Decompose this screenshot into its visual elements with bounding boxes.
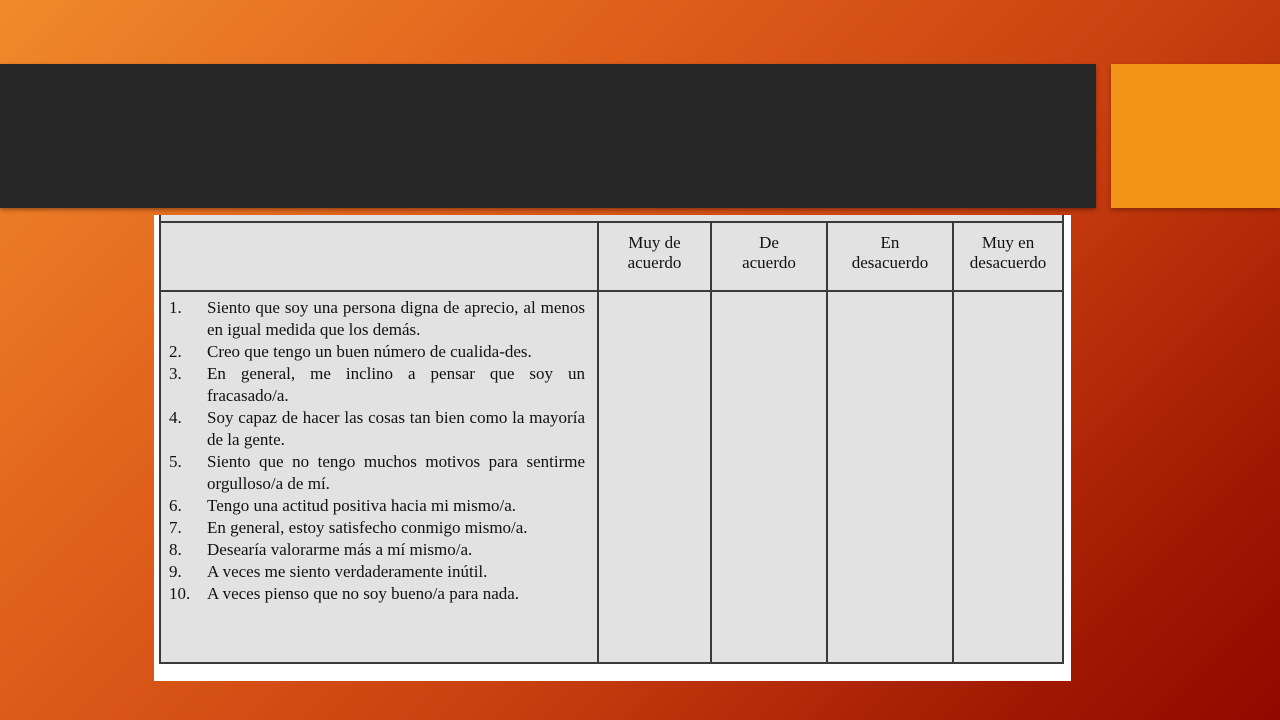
list-item: 4. Soy capaz de hacer las cosas tan bien como la mayoría de la gente.: [169, 408, 585, 449]
items-list: [169, 297, 585, 605]
header-agree: De acuerdo: [711, 222, 827, 291]
list-item: 10. A veces pienso que no soy bueno/a para nada.: [169, 584, 520, 603]
header-empty-cell: [160, 222, 598, 291]
list-item: 5. Siento que no tengo muchos motivos para sentirme orgulloso/a de mí.: [169, 452, 585, 493]
answer-column-disagree: [827, 291, 953, 663]
header-strongly-disagree: Muy en desacuerdo: [953, 222, 1063, 291]
table-top-rule: [160, 215, 1063, 222]
items-cell: [160, 291, 598, 663]
table-body-row: [160, 291, 1063, 663]
accent-box: [1111, 64, 1280, 208]
list-item: 1. Siento que soy una persona digna de aprecio, al menos en igual medida que los demás.: [169, 298, 585, 339]
questionnaire-image: [154, 215, 1071, 681]
list-item: 2. Creo que tengo un buen número de cualida-des.: [169, 342, 532, 361]
list-item: 8. Desearía valorarme más a mí mismo/a.: [169, 540, 473, 559]
list-item: 9. A veces me siento verdaderamente inútil.: [169, 562, 488, 581]
list-item: 6. Tengo una actitud positiva hacia mi mismo/a.: [169, 496, 516, 515]
list-item: 7. En general, estoy satisfecho conmigo mismo/a.: [169, 518, 528, 537]
header-strongly-agree: Muy de acuerdo: [598, 222, 711, 291]
answer-column-strongly-agree: [598, 291, 711, 663]
rating-scale-table: [159, 215, 1064, 664]
title-bar: [0, 64, 1096, 208]
header-disagree: En desacuerdo: [827, 222, 953, 291]
answer-column-agree: [711, 291, 827, 663]
answer-column-strongly-disagree: [953, 291, 1063, 663]
table-header-row: [160, 222, 1063, 291]
list-item: 3. En general, me inclino a pensar que soy un fracasado/a.: [169, 364, 585, 405]
